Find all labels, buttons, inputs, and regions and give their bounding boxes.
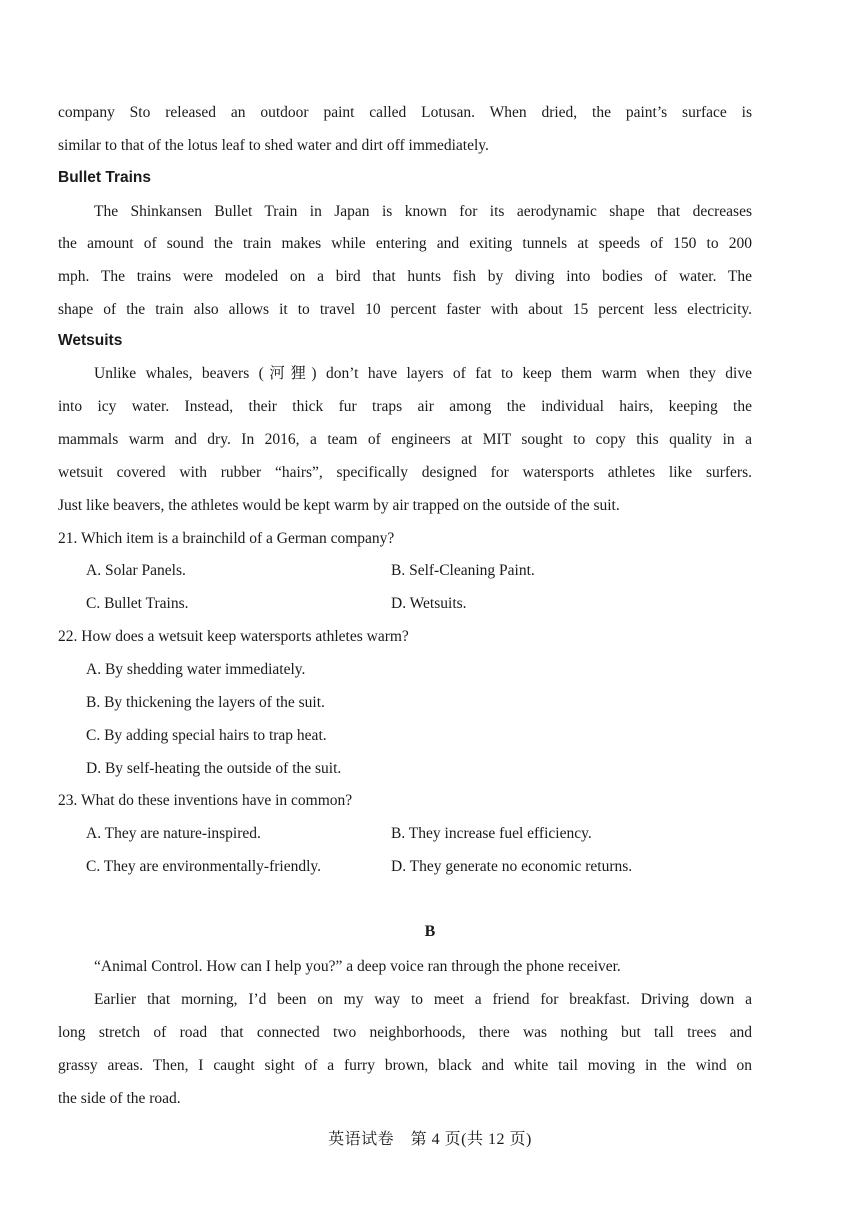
passage-line: “Animal Control. How can I help you?” a deep voice ran through the phone receiver. bbox=[94, 958, 621, 975]
passage-line: shape of the train also allows it to travel 10 percent faster with about 15 percent less electricity. bbox=[58, 301, 752, 318]
question-21-stem: 21. Which item is a brainchild of a German company? bbox=[58, 530, 395, 547]
passage-line: similar to that of the lotus leaf to shed water and dirt off immediately. bbox=[58, 137, 489, 154]
passage-line: The Shinkansen Bullet Train in Japan is known for its aerodynamic shape that decreases bbox=[94, 203, 752, 220]
question-23-stem: 23. What do these inventions have in common? bbox=[58, 792, 353, 809]
question-22-option-c: C. By adding special hairs to trap heat. bbox=[86, 727, 327, 744]
question-23-option-b: B. They increase fuel efficiency. bbox=[391, 825, 592, 842]
question-21-option-a: A. Solar Panels. bbox=[86, 562, 186, 579]
question-22-option-b: B. By thickening the layers of the suit. bbox=[86, 694, 325, 711]
section-heading-bullet-trains: Bullet Trains bbox=[58, 169, 152, 186]
passage-line: Unlike whales, beavers (河狸) don’t have layers of fat to keep them warm when they dive bbox=[94, 365, 752, 382]
passage-line: grassy areas. Then, I caught sight of a furry brown, black and white tail moving in the wind on bbox=[58, 1057, 752, 1074]
passage-line: into icy water. Instead, their thick fur traps air among the individual hairs, keeping the bbox=[58, 398, 752, 415]
page-footer: 英语试卷 第 4 页(共 12 页) bbox=[328, 1131, 532, 1148]
question-21-option-c: C. Bullet Trains. bbox=[86, 595, 189, 612]
passage-line: mammals warm and dry. In 2016, a team of engineers at MIT sought to copy this quality in a bbox=[58, 431, 752, 448]
passage-line: long stretch of road that connected two neighborhoods, there was nothing but tall trees and bbox=[58, 1024, 752, 1041]
passage-line: mph. The trains were modeled on a bird that hunts fish by diving into bodies of water. The bbox=[58, 268, 752, 285]
section-b-title: B bbox=[424, 923, 436, 940]
question-22-option-a: A. By shedding water immediately. bbox=[86, 661, 306, 678]
section-heading-wetsuits: Wetsuits bbox=[58, 332, 123, 349]
passage-line: Earlier that morning, I’d been on my way to meet a friend for breakfast. Driving down a bbox=[94, 991, 752, 1008]
passage-line: the amount of sound the train makes while entering and exiting tunnels at speeds of 150 to 200 bbox=[58, 235, 752, 252]
passage-line: the side of the road. bbox=[58, 1090, 181, 1107]
passage-line: company Sto released an outdoor paint called Lotusan. When dried, the paint’s surface is bbox=[58, 104, 752, 121]
question-21-option-d: D. Wetsuits. bbox=[391, 595, 467, 612]
question-22-option-d: D. By self-heating the outside of the suit. bbox=[86, 760, 342, 777]
question-22-stem: 22. How does a wetsuit keep watersports athletes warm? bbox=[58, 628, 409, 645]
question-21-option-b: B. Self-Cleaning Paint. bbox=[391, 562, 535, 579]
question-23-option-c: C. They are environmentally-friendly. bbox=[86, 858, 322, 875]
passage-line: Just like beavers, the athletes would be kept warm by air trapped on the outside of the suit. bbox=[58, 497, 620, 514]
question-23-option-d: D. They generate no economic returns. bbox=[391, 858, 633, 875]
passage-line: wetsuit covered with rubber “hairs”, specifically designed for watersports athletes like surfers. bbox=[58, 464, 752, 481]
question-23-option-a: A. They are nature-inspired. bbox=[86, 825, 261, 842]
